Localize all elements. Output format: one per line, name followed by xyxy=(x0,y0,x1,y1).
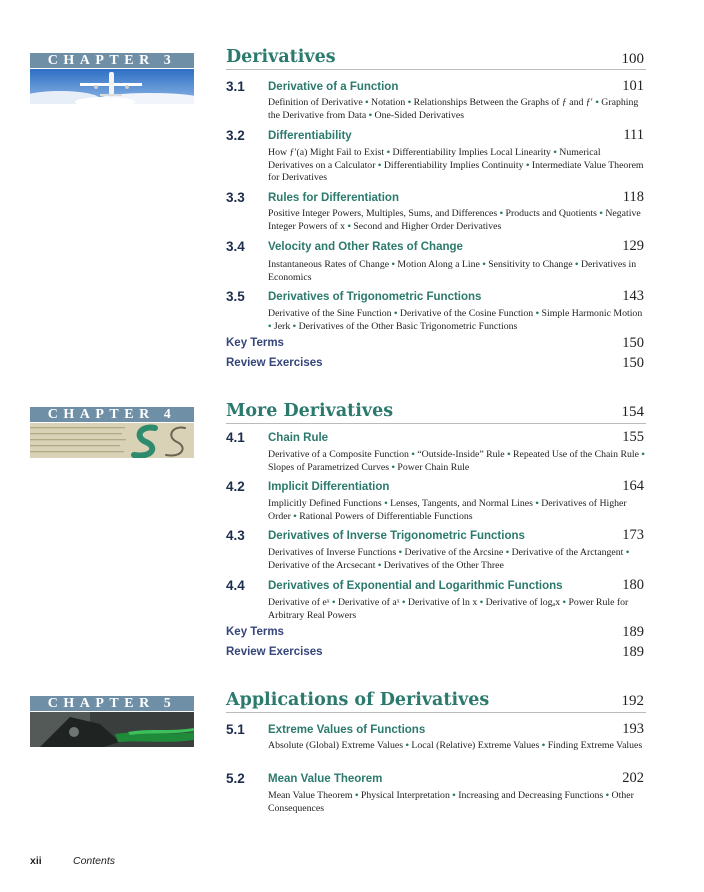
topic-separator: • xyxy=(345,220,354,232)
chapter-rule xyxy=(226,712,646,713)
topic-item: Notation xyxy=(371,97,406,108)
running-footer-label: Contents xyxy=(73,855,116,867)
topic-separator: • xyxy=(560,597,569,608)
topic-item: Positive Integer Powers, Multiples, Sums, and Differences xyxy=(268,208,498,219)
topic-separator: • xyxy=(290,510,300,522)
section-title: Chain Rule xyxy=(268,432,329,444)
section-page: 101 xyxy=(622,78,644,94)
section-page: 202 xyxy=(622,770,644,786)
section-page: 173 xyxy=(622,527,644,543)
topic-item: Finding Extreme Values xyxy=(547,740,643,751)
topic-separator: • xyxy=(532,498,542,509)
topic-item: Jerk xyxy=(273,320,291,332)
topic-separator: • xyxy=(375,159,384,171)
section-title: Mean Value Theorem xyxy=(268,773,383,785)
section-number: 4.1 xyxy=(226,430,245,445)
section-topics xyxy=(268,308,648,333)
topic-item: Derivatives of Inverse Functions xyxy=(268,547,397,558)
topic-separator: • xyxy=(638,449,645,460)
section-number: 5.1 xyxy=(226,722,245,737)
topic-item: Slopes of Parametrized Curves xyxy=(268,461,390,473)
topic-separator: • xyxy=(550,147,560,158)
topic-item: Graphing the Derivative from Data xyxy=(268,97,639,121)
topic-item: Repeated Use of the Chain Rule xyxy=(512,449,639,460)
topic-item: Derivative of eˣ xyxy=(268,597,330,608)
topic-separator: • xyxy=(477,597,486,608)
chapter-page: 154 xyxy=(621,404,644,420)
section-number: 3.3 xyxy=(226,190,245,205)
topic-separator: • xyxy=(623,547,630,558)
topic-item: Power Chain Rule xyxy=(397,461,470,473)
topic-separator: • xyxy=(381,498,391,509)
topic-separator: • xyxy=(572,259,581,270)
topic-item: Sensitivity to Change xyxy=(488,259,573,270)
topic-item: Lenses, Tangents, and Normal Lines xyxy=(390,498,533,509)
review-exercises-page: 189 xyxy=(622,644,644,660)
key-terms-link[interactable]: Key Terms xyxy=(226,337,284,349)
topic-item: Simple Harmonic Motion xyxy=(541,308,643,319)
topic-item: How ƒ′(a) Might Fail to Exist xyxy=(268,147,385,158)
section-title: Velocity and Other Rates of Change xyxy=(268,241,463,253)
section-title: Derivatives of Inverse Trigonometric Functions xyxy=(268,530,525,542)
topic-item: Motion Along a Line xyxy=(397,259,480,270)
review-exercises-link[interactable]: Review Exercises xyxy=(226,357,323,369)
section-topics xyxy=(268,740,648,753)
section-page: 111 xyxy=(623,127,644,143)
topic-separator: • xyxy=(533,308,542,319)
topic-item: Mean Value Theorem xyxy=(268,790,353,801)
topic-item: Definition of Derivative xyxy=(268,97,363,108)
section-topics xyxy=(268,97,648,122)
topic-item: Derivative of the Arcsecant xyxy=(268,559,376,571)
topic-separator: • xyxy=(389,461,398,473)
topic-separator: • xyxy=(352,790,361,801)
topic-separator: • xyxy=(290,320,299,332)
key-terms-page: 150 xyxy=(622,335,644,351)
topic-separator: • xyxy=(603,790,612,801)
section-title: Extreme Values of Functions xyxy=(268,724,426,736)
topic-separator: • xyxy=(375,559,384,571)
topic-item: Relationships Between the Graphs of ƒ and ƒ′ xyxy=(413,97,593,108)
section-number: 3.2 xyxy=(226,128,245,143)
topic-separator: • xyxy=(503,547,512,558)
topic-separator: • xyxy=(391,308,400,319)
section-title: Derivatives of Trigonometric Functions xyxy=(268,291,482,303)
topic-item: Derivatives in Economics xyxy=(268,259,637,283)
topic-separator: • xyxy=(403,740,412,751)
section-page: 155 xyxy=(622,429,644,445)
section-topics xyxy=(268,147,648,185)
section-title: Derivatives of Exponential and Logarithmic Functions xyxy=(268,580,563,592)
section-topics xyxy=(268,259,648,284)
section-topics xyxy=(268,790,648,815)
topic-item: Instantaneous Rates of Change xyxy=(268,259,390,270)
topic-item: Numerical Derivatives on a Calculator xyxy=(268,147,601,171)
key-terms-link[interactable]: Key Terms xyxy=(226,626,284,638)
topic-separator: • xyxy=(539,740,548,751)
chapter-title: Applications of Derivatives xyxy=(226,690,490,710)
section-topics xyxy=(268,449,648,474)
topic-item: Derivative of aˣ xyxy=(337,597,400,608)
topic-item: Increasing and Decreasing Functions xyxy=(458,790,604,801)
chapter-page: 192 xyxy=(621,693,644,709)
topic-separator: • xyxy=(399,597,408,608)
topic-item: Implicitly Defined Functions xyxy=(268,498,382,509)
section-topics xyxy=(268,208,648,233)
section-title: Rules for Differentiation xyxy=(268,192,399,204)
chapter-rule xyxy=(226,423,646,424)
section-page: 193 xyxy=(622,721,644,737)
section-title: Differentiability xyxy=(268,130,352,142)
topic-item: Differentiability Implies Continuity xyxy=(383,159,524,171)
chapter-image-manuscript xyxy=(30,423,194,458)
topic-item: Derivative of the Arcsine xyxy=(404,547,504,558)
section-title: Derivative of a Function xyxy=(268,81,399,93)
chapter-rule xyxy=(226,69,646,70)
section-number: 4.3 xyxy=(226,528,245,543)
chapter-image-airplane xyxy=(30,69,194,104)
topic-item: Negative Integer Powers of x xyxy=(268,208,641,232)
section-page: 164 xyxy=(622,478,644,494)
topic-separator: • xyxy=(504,449,513,460)
section-number: 5.2 xyxy=(226,771,245,786)
review-exercises-link[interactable]: Review Exercises xyxy=(226,646,323,658)
topic-separator: • xyxy=(592,97,602,108)
section-number: 3.1 xyxy=(226,79,245,94)
topic-item: Physical Interpretation xyxy=(360,790,450,801)
topic-separator: • xyxy=(479,259,489,270)
topic-item: Absolute (Global) Extreme Values xyxy=(268,740,404,751)
topic-item: Rational Powers of Differentiable Functions xyxy=(299,510,473,522)
section-page: 118 xyxy=(622,189,644,205)
topic-separator: • xyxy=(523,159,532,171)
section-number: 3.5 xyxy=(226,289,245,304)
section-page: 143 xyxy=(622,288,644,304)
topic-separator: • xyxy=(268,320,274,332)
topic-separator: • xyxy=(362,97,372,108)
topic-item: “Outside-Inside” Rule xyxy=(417,449,505,460)
topic-item: Intermediate Value Theorem for Derivatives xyxy=(268,159,644,183)
topic-item: Local (Relative) Extreme Values xyxy=(411,740,540,751)
topic-item: One-Sided Derivatives xyxy=(374,109,465,121)
review-exercises-page: 150 xyxy=(622,355,644,371)
page-number: xii xyxy=(30,855,42,867)
section-number: 4.4 xyxy=(226,578,245,593)
topic-item: Derivatives of the Other Basic Trigonometric Functions xyxy=(298,320,518,332)
chapter-banner: CHAPTER 4 xyxy=(30,407,194,422)
section-number: 4.2 xyxy=(226,479,245,494)
topic-item: Differentiability Implies Local Linearity xyxy=(392,147,551,158)
topic-item: Derivatives of Higher Order xyxy=(268,498,627,522)
section-topics xyxy=(268,547,648,572)
topic-separator: • xyxy=(449,790,459,801)
section-title: Implicit Differentiation xyxy=(268,481,390,493)
topic-item: Power Rule for Arbitrary Real Powers xyxy=(268,597,629,621)
topic-separator: • xyxy=(408,449,418,460)
topic-item: Derivative of the Sine Function xyxy=(268,308,392,319)
topic-item: Derivative of a Composite Function xyxy=(268,449,409,460)
section-topics xyxy=(268,498,648,523)
topic-separator: • xyxy=(396,547,405,558)
topic-item: Derivative of ln x xyxy=(407,597,478,608)
topic-item: Derivative of the Arctangent xyxy=(511,547,624,558)
chapter-banner: CHAPTER 3 xyxy=(30,53,194,68)
topic-item: Other Consequences xyxy=(268,790,634,814)
section-topics xyxy=(268,597,648,622)
topic-item: Derivative of logₐx xyxy=(485,597,561,608)
topic-separator: • xyxy=(366,109,375,121)
section-page: 129 xyxy=(622,238,644,254)
topic-separator: • xyxy=(596,208,606,219)
chapter-title: More Derivatives xyxy=(226,401,394,421)
section-page: 180 xyxy=(622,577,644,593)
topic-item: Second and Higher Order Derivatives xyxy=(353,220,502,232)
topic-item: Derivatives of the Other Three xyxy=(383,559,504,571)
topic-separator: • xyxy=(405,97,414,108)
chapter-banner: CHAPTER 5 xyxy=(30,696,194,711)
topic-item: Products and Quotients xyxy=(505,208,597,219)
chapter-title: Derivatives xyxy=(226,47,336,67)
topic-separator: • xyxy=(497,208,506,219)
chapter-page: 100 xyxy=(621,51,644,67)
topic-separator: • xyxy=(384,147,393,158)
topic-separator: • xyxy=(329,597,338,608)
chapter-image-fuel-nozzle xyxy=(30,712,194,747)
section-number: 3.4 xyxy=(226,239,245,254)
topic-separator: • xyxy=(389,259,398,270)
key-terms-page: 189 xyxy=(622,624,644,640)
topic-item: Derivative of the Cosine Function xyxy=(399,308,534,319)
